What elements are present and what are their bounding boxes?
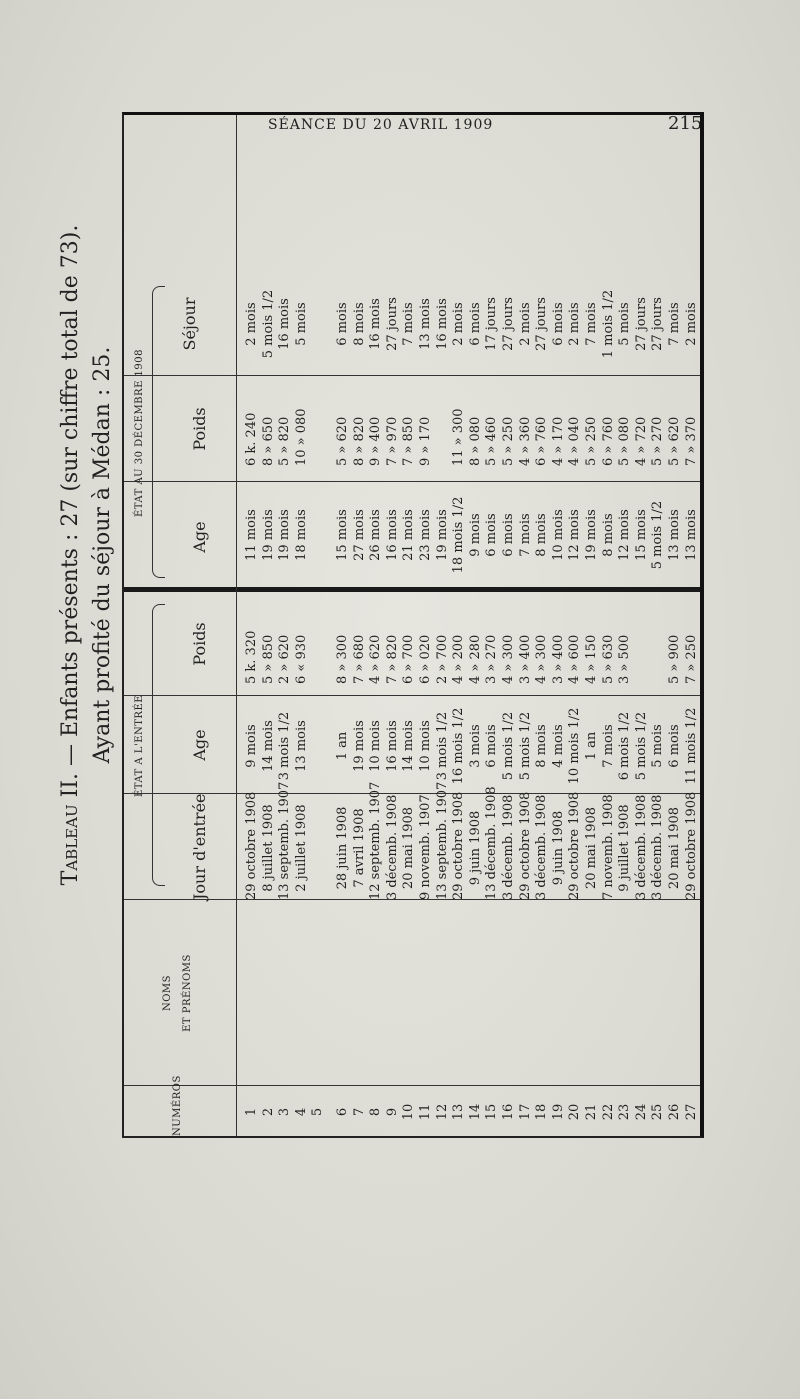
cell-jour-entree: 20 mai 1908 (667, 806, 682, 890)
cell-poids-decembre: 5 » 820 (277, 416, 293, 466)
cell-poids-entree: 5 k. 320 (244, 630, 259, 684)
cell-poids-entree: 8 » 300 (335, 634, 350, 684)
cell-sejour: 13 mois (418, 298, 433, 350)
cell-age-decembre: 10 mois (550, 509, 566, 561)
cell-age-entree: 6 mois (484, 724, 500, 768)
cell-poids-decembre: 4 » 170 (550, 416, 566, 466)
cell-poids-decembre: 8 » 080 (467, 416, 483, 466)
table-row (310, 115, 330, 1136)
cell-poids-entree: 2 » 700 (434, 634, 450, 684)
header-etat-entree: ÉTAT A L'ENTRÉE (134, 694, 145, 798)
cell-poids-entree: 4 » 150 (584, 634, 599, 684)
cell-numero: 10 (401, 1103, 417, 1121)
cell-numero: 23 (617, 1103, 633, 1121)
cell-age-decembre: 18 mois (293, 509, 309, 561)
header-sejour: Séjour (180, 297, 199, 351)
cell-sejour: 6 mois (550, 302, 566, 346)
cell-poids-entree: 6 « 930 (293, 634, 309, 684)
cell-sejour: 16 mois (434, 298, 450, 350)
cell-poids-entree: 3 » 270 (484, 634, 500, 684)
cell-poids-entree: 3 » 400 (517, 634, 533, 684)
rotated-table-block (40, 0, 770, 1190)
cell-numero: 17 (517, 1103, 533, 1121)
cell-jour-entree: 3 décemb. 1908 (650, 794, 666, 900)
page-number: 215 (668, 113, 703, 134)
cell-poids-entree: 7 » 680 (351, 634, 367, 684)
cell-poids-decembre: 4 » 720 (633, 416, 649, 466)
cell-age-entree: 1 an (584, 731, 599, 761)
cell-age-entree: 11 mois 1/2 (683, 707, 699, 785)
header-age-dec: Age (190, 521, 209, 553)
cell-age-entree: 13 mois (293, 720, 309, 772)
cell-jour-entree: 3 décemb. 1908 (501, 794, 516, 900)
cell-numero: 24 (633, 1103, 649, 1121)
cell-poids-decembre: 10 » 080 (293, 408, 309, 466)
cell-numero: 12 (434, 1103, 450, 1121)
cell-sejour: 2 mois (451, 302, 467, 346)
cell-numero: 11 (418, 1103, 433, 1121)
cell-age-decembre: 8 mois (534, 513, 550, 557)
cell-jour-entree: 13 septemb. 1907 (277, 781, 293, 900)
cell-sejour: 5 mois (293, 302, 309, 346)
header-age-entree: Age (190, 729, 209, 761)
cell-age-decembre: 19 mois (434, 509, 450, 561)
cell-jour-entree: 3 décemb. 1908 (534, 794, 550, 900)
cell-jour-entree: 29 octobre 1908 (244, 791, 259, 900)
cell-jour-entree: 3 décemb. 1908 (633, 794, 649, 900)
cell-poids-decembre: 11 » 300 (451, 408, 467, 466)
header-numeros: NUMÉROS (172, 1075, 183, 1136)
cell-age-decembre: 7 mois (517, 513, 533, 557)
cell-poids-decembre: 5 » 250 (584, 416, 599, 466)
cell-poids-decembre: 4 » 040 (567, 416, 583, 466)
cell-sejour: 2 mois (683, 302, 699, 346)
header-brace (152, 604, 165, 886)
cell-age-decembre: 16 mois (384, 509, 400, 561)
cell-age-entree: 4 mois (550, 724, 566, 768)
cell-jour-entree: 29 octobre 1908 (451, 791, 467, 900)
cell-numero: 15 (484, 1103, 500, 1121)
header-poids-dec: Poids (190, 407, 209, 451)
cell-age-decembre: 15 mois (335, 509, 350, 561)
cell-age-entree: 10 mois (418, 720, 433, 772)
cell-age-decembre: 8 mois (600, 513, 616, 557)
cell-poids-entree: 2 » 620 (277, 634, 293, 684)
cell-age-decembre: 13 mois (683, 509, 699, 561)
cell-numero: 22 (600, 1103, 616, 1121)
cell-numero: 18 (534, 1103, 550, 1121)
cell-poids-entree: 6 » 700 (401, 634, 417, 684)
cell-age-entree: 9 mois (244, 724, 259, 768)
cell-poids-entree: 4 » 300 (501, 634, 516, 684)
cell-age-entree: 6 mois (667, 724, 682, 768)
cell-poids-entree: 4 » 200 (451, 634, 467, 684)
cell-poids-entree: 7 » 250 (683, 634, 699, 684)
cell-sejour: 16 mois (277, 298, 293, 350)
cell-sejour: 5 mois (617, 302, 633, 346)
cell-poids-decembre: 5 » 250 (501, 416, 516, 466)
cell-sejour: 27 jours (650, 297, 666, 351)
cell-numero: 13 (451, 1103, 467, 1121)
cell-numero: 6 (335, 1107, 350, 1117)
cell-age-decembre: 27 mois (351, 509, 367, 561)
cell-jour-entree: 13 septemb. 1907 (434, 781, 450, 900)
cell-jour-entree: 7 novemb. 1908 (600, 794, 616, 900)
cell-age-entree: 5 mois 1/2 (633, 711, 649, 781)
cell-age-decembre: 19 mois (260, 509, 276, 561)
cell-numero: 26 (667, 1103, 682, 1121)
cell-jour-entree: 9 juillet 1908 (617, 804, 633, 892)
cell-age-decembre: 19 mois (277, 509, 293, 561)
cell-sejour: 2 mois (567, 302, 583, 346)
cell-jour-entree: 29 octobre 1908 (517, 791, 533, 900)
cell-age-decembre: 11 mois (244, 509, 259, 561)
cell-age-entree: 7 mois (600, 724, 616, 768)
cell-numero: 25 (650, 1103, 666, 1121)
cell-age-entree: 5 mois (650, 724, 666, 768)
cell-age-entree: 14 mois (401, 720, 417, 772)
table-label: Tableau II. (58, 773, 83, 886)
header-noms: NOMS (162, 974, 173, 1012)
cell-sejour: 5 mois 1/2 (260, 289, 276, 359)
cell-sejour: 2 mois (517, 302, 533, 346)
cell-age-decembre: 21 mois (401, 509, 417, 561)
cell-poids-entree: 5 » 850 (260, 634, 276, 684)
cell-poids-decembre: 7 » 970 (384, 416, 400, 466)
cell-poids-decembre: 5 » 620 (335, 416, 350, 466)
cell-poids-decembre: 9 » 170 (418, 416, 433, 466)
cell-poids-entree: 6 » 020 (418, 634, 433, 684)
caption-text: — Enfants présents : 27 (sur chiffre total de 73). (58, 224, 83, 774)
cell-poids-entree: 4 » 600 (567, 634, 583, 684)
cell-jour-entree: 28 juin 1908 (335, 806, 350, 890)
cell-poids-decembre: 4 » 360 (517, 416, 533, 466)
cell-numero: 16 (501, 1103, 516, 1121)
cell-age-decembre: 18 mois 1/2 (451, 496, 467, 574)
cell-jour-entree: 8 juillet 1908 (260, 804, 276, 892)
cell-poids-decembre: 6 » 760 (600, 416, 616, 466)
cell-age-entree: 10 mois (368, 720, 384, 772)
cell-numero: 8 (368, 1107, 384, 1117)
cell-sejour: 7 mois (584, 302, 599, 346)
cell-jour-entree: 12 septemb. 1907 (368, 781, 384, 900)
cell-age-decembre: 5 mois 1/2 (650, 500, 666, 570)
header-etat-decembre: ÉTAT AU 30 DÉCEMBRE 1908 (134, 349, 145, 517)
cell-poids-decembre: 6 » 760 (534, 416, 550, 466)
cell-age-decembre: 19 mois (584, 509, 599, 561)
cell-age-decembre: 6 mois (501, 513, 516, 557)
cell-numero: 27 (683, 1103, 699, 1121)
table-caption-line-2: Ayant profité du séjour à Médan : 25. (90, 346, 115, 764)
cell-jour-entree: 3 décemb. 1908 (384, 794, 400, 900)
cell-sejour: 27 jours (384, 297, 400, 351)
cell-age-decembre: 23 mois (418, 509, 433, 561)
cell-age-decembre: 12 mois (617, 509, 633, 561)
cell-sejour: 6 mois (467, 302, 483, 346)
cell-poids-decembre: 5 » 620 (667, 416, 682, 466)
cell-poids-decembre: 8 » 650 (260, 416, 276, 466)
cell-sejour: 27 jours (534, 297, 550, 351)
cell-jour-entree: 20 mai 1908 (401, 806, 417, 890)
cell-sejour: 2 mois (244, 302, 259, 346)
cell-poids-entree: 7 » 820 (384, 634, 400, 684)
cell-poids-entree: 3 » 400 (550, 634, 566, 684)
cell-numero: 1 (244, 1107, 259, 1117)
cell-poids-entree: 4 » 280 (467, 634, 483, 684)
cell-age-entree: 5 mois 1/2 (501, 711, 516, 781)
cell-age-decembre: 12 mois (567, 509, 583, 561)
cell-poids-decembre: 7 » 850 (401, 416, 417, 466)
cell-sejour: 7 mois (667, 302, 682, 346)
cell-poids-decembre: 5 » 080 (617, 416, 633, 466)
cell-poids-decembre: 8 » 820 (351, 416, 367, 466)
cell-poids-decembre: 6 k. 240 (244, 412, 259, 466)
cell-poids-entree: 5 » 630 (600, 634, 616, 684)
cell-poids-entree: 4 » 300 (534, 634, 550, 684)
cell-age-decembre: 9 mois (467, 513, 483, 557)
cell-numero: 19 (550, 1103, 566, 1121)
cell-age-decembre: 15 mois (633, 509, 649, 561)
cell-jour-entree: 7 avril 1908 (351, 808, 367, 888)
cell-poids-decembre: 5 » 460 (484, 416, 500, 466)
running-title: SÉANCE DU 20 AVRIL 1909 (268, 117, 494, 133)
cell-age-entree: 3 mois 1/2 (434, 711, 450, 781)
cell-sejour: 7 mois (401, 302, 417, 346)
cell-sejour: 8 mois (351, 302, 367, 346)
cell-numero: 7 (351, 1107, 367, 1117)
cell-sejour: 1 mois 1/2 (600, 289, 616, 359)
cell-sejour: 17 jours (484, 297, 500, 351)
cell-poids-entree: 4 » 620 (368, 634, 384, 684)
cell-sejour: 16 mois (368, 298, 384, 350)
cell-age-entree: 1 an (335, 731, 350, 761)
cell-poids-entree: 5 » 900 (667, 634, 682, 684)
cell-age-entree: 19 mois (351, 720, 367, 772)
cell-age-entree: 16 mois 1/2 (451, 707, 467, 785)
cell-jour-entree: 20 mai 1908 (584, 806, 599, 890)
cell-age-entree: 3 mois 1/2 (277, 711, 293, 781)
cell-numero: 14 (467, 1103, 483, 1121)
table-row (684, 115, 704, 1136)
cell-sejour: 27 jours (633, 297, 649, 351)
cell-age-entree: 14 mois (260, 720, 276, 772)
header-prenoms: ET PRÉNOMS (182, 954, 193, 1032)
cell-age-decembre: 6 mois (484, 513, 500, 557)
cell-jour-entree: 29 octobre 1908 (683, 791, 699, 900)
cell-numero: 2 (260, 1107, 276, 1117)
cell-numero: 3 (277, 1107, 293, 1117)
cell-numero: 21 (584, 1103, 599, 1121)
header-jour: Jour d'entrée (190, 793, 209, 900)
cell-age-entree: 6 mois 1/2 (617, 711, 633, 781)
cell-jour-entree: 13 décemb. 1908 (484, 786, 500, 900)
header-brace (152, 286, 165, 578)
cell-jour-entree: 29 octobre 1908 (567, 791, 583, 900)
cell-jour-entree: 2 juillet 1908 (293, 804, 309, 892)
cell-jour-entree: 9 juin 1908 (467, 810, 483, 886)
cell-poids-decembre: 7 » 370 (683, 416, 699, 466)
data-table (122, 112, 704, 1138)
cell-numero: 20 (567, 1103, 583, 1121)
cell-poids-decembre: 5 » 270 (650, 416, 666, 466)
cell-sejour: 6 mois (335, 302, 350, 346)
cell-age-entree: 3 mois (467, 724, 483, 768)
cell-age-entree: 5 mois 1/2 (517, 711, 533, 781)
cell-numero: 4 (293, 1107, 309, 1117)
cell-age-entree: 16 mois (384, 720, 400, 772)
table-caption-line-1 (58, 0, 83, 1190)
cell-age-decembre: 13 mois (667, 509, 682, 561)
cell-age-decembre: 26 mois (368, 509, 384, 561)
cell-poids-entree: 3 » 500 (617, 634, 633, 684)
cell-age-entree: 8 mois (534, 724, 550, 768)
cell-poids-decembre: 9 » 400 (368, 416, 384, 466)
cell-numero: 5 (310, 1107, 326, 1117)
cell-sejour: 27 jours (501, 297, 516, 351)
cell-jour-entree: 9 juin 1908 (550, 810, 566, 886)
header-poids-entree: Poids (190, 622, 209, 666)
header-rule (236, 115, 237, 1136)
cell-jour-entree: 9 novemb. 1907 (418, 794, 433, 900)
cell-age-entree: 10 mois 1/2 (567, 707, 583, 785)
cell-numero: 9 (384, 1107, 400, 1117)
